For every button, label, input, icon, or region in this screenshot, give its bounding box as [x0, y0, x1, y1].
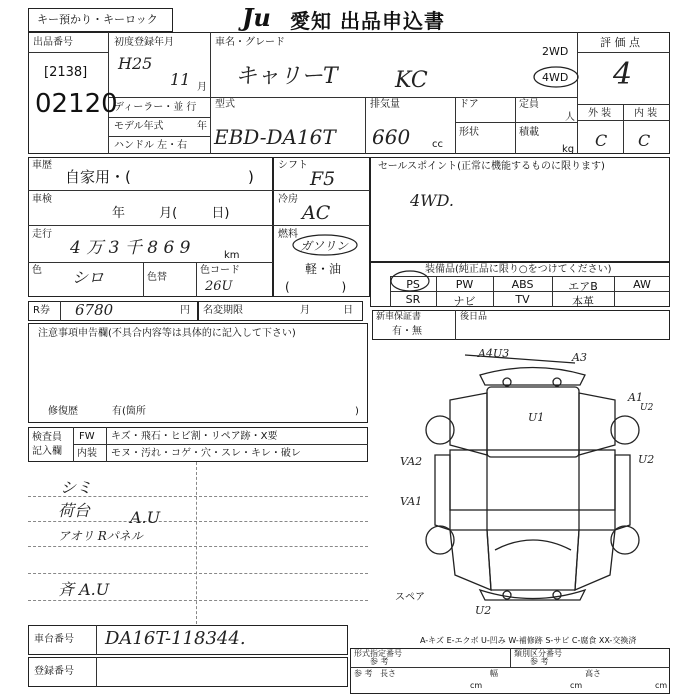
displacement-value: 660: [372, 125, 411, 149]
vehicle-name: キャリーT: [235, 64, 338, 89]
mileage-value: 4 万 3 千 8 6 9: [70, 238, 191, 258]
equip-abs: ABS: [511, 278, 534, 291]
color-code-value: 26U: [205, 279, 233, 294]
height-unit: cm: [655, 681, 668, 690]
diag-u2-side: U2: [638, 453, 655, 466]
repair-value: 有(箇所: [112, 406, 146, 417]
fuel-label: 燃料: [278, 229, 298, 240]
lot-bracket-number: [2138]: [44, 65, 88, 80]
car-diagram: [395, 345, 670, 635]
note-bed: 荷台: [58, 501, 91, 520]
equip-pw: PW: [455, 278, 474, 291]
chassis-value: DA16T-118344.: [105, 628, 246, 649]
category-label: 類別区分番号: [514, 649, 562, 658]
model-year-label: モデル年式: [114, 121, 164, 132]
shape-label: 形状: [459, 127, 479, 138]
door-label: ドア: [459, 99, 479, 110]
category-ref: 参 考: [530, 657, 549, 666]
color-value: シロ: [72, 268, 105, 287]
inspector-label-1: 検査員: [32, 432, 62, 443]
width-label: 幅: [490, 669, 498, 678]
color-change-label: 色替: [147, 272, 167, 283]
diag-u2-right: U2: [640, 403, 654, 413]
displacement-unit: cc: [432, 139, 443, 150]
capacity-unit: 人: [565, 112, 575, 123]
color-code-label: 色コード: [200, 265, 240, 276]
fuel-option: 軽・油: [305, 262, 342, 276]
capacity-label: 定員: [519, 99, 539, 110]
registration-month-unit: 月: [197, 82, 207, 93]
key-deposit-label: キー預かり・キーロック: [37, 13, 158, 26]
diag-va1: VA1: [400, 495, 423, 508]
shape-cert-ref: 参 考: [370, 657, 389, 666]
type-value: EBD-DA16T: [214, 125, 336, 149]
damage-legend: A-キズ E-エクボ U-凹み W-補修跡 S-サビ C-腐食 XX-交換済: [420, 636, 637, 645]
int-items: モヌ・汚れ・コゲ・穴・スレ・キレ・破レ: [111, 448, 301, 459]
spare-label: スペア: [395, 592, 425, 603]
handle-label: ハンドル 左・右: [114, 140, 188, 151]
length-ref: 参 考: [354, 669, 373, 678]
int-label: 内装: [77, 448, 97, 459]
mileage-label: 走行: [32, 229, 52, 240]
diag-a1: A1: [628, 391, 643, 404]
mileage-unit: km: [224, 250, 240, 261]
recycle-value: 6780: [75, 301, 114, 319]
equip-airbag: エアB: [568, 280, 598, 293]
fuel-paren: ( ): [285, 280, 347, 294]
lot-label: 出品番号: [33, 37, 73, 48]
drive-4wd-circle: [528, 60, 580, 94]
equip-leather: 本革: [572, 295, 594, 308]
note-stain: シミ: [60, 478, 93, 497]
reg-box: [28, 657, 348, 687]
selling-points-text: 4WD.: [410, 191, 454, 210]
fuel-circle: [290, 232, 360, 258]
history-value-close: ): [248, 168, 254, 186]
diag-a3: A3: [572, 351, 587, 364]
chassis-label: 車台番号: [34, 634, 74, 645]
displacement-label: 排気量: [370, 99, 400, 110]
length-label: 長さ: [380, 669, 396, 678]
name-change-label: 名変期限: [203, 305, 243, 316]
inspector-label-2: 記入欄: [32, 446, 62, 457]
drive-4wd: 4WD: [542, 71, 569, 84]
reg-label: 登録番号: [34, 666, 74, 677]
interior-label: 内 装: [634, 108, 658, 119]
name-change-value: 月 日: [300, 305, 354, 316]
dealer-label: ディーラー・並 行: [114, 102, 197, 113]
note-au: A.U: [130, 508, 161, 527]
fw-label: FW: [79, 431, 95, 442]
height-label: 高さ: [585, 669, 601, 678]
drive-2wd: 2WD: [542, 45, 569, 58]
new-car-label: 新車保証書: [376, 312, 422, 322]
load-label: 積載: [519, 127, 539, 138]
load-unit: kg: [562, 144, 575, 155]
note-gate-panel: アオリ Rパネル: [58, 529, 143, 543]
vehicle-name-label: 車名・グレード: [215, 37, 285, 48]
repair-close: ): [355, 406, 359, 417]
equip-ps-circle: [388, 266, 432, 294]
shift-value: F5: [310, 168, 336, 190]
width-unit: cm: [570, 681, 583, 690]
registration-label: 初度登録年月: [114, 37, 174, 48]
diag-u2-front: U2: [475, 604, 492, 617]
exterior-grade: C: [595, 131, 608, 150]
ac-label: 冷房: [278, 194, 298, 205]
equip-tv: TV: [515, 293, 530, 306]
equip-navi: ナビ: [453, 295, 476, 308]
model-year-unit: 年: [197, 121, 207, 132]
history-label: 車歴: [32, 160, 52, 171]
fw-items: キズ・飛石・ヒビ割・リペア跡・X要: [111, 431, 278, 442]
registration-month: 11: [170, 70, 191, 89]
interior-grade: C: [638, 131, 651, 150]
equip-ps: PS: [406, 278, 420, 291]
fuel-value: ガソリン: [300, 239, 349, 253]
repair-label: 修復歴: [48, 406, 78, 417]
registration-era: H25: [118, 54, 153, 73]
note-au-2: 斉 A.U: [58, 580, 110, 599]
length-unit: cm: [470, 681, 483, 690]
diag-u1: U1: [528, 411, 545, 424]
color-label: 色: [32, 265, 42, 276]
type-label: 型式: [215, 99, 235, 110]
form-title: 愛知 出品申込書: [290, 9, 445, 33]
rating-label: 評 価 点: [600, 36, 640, 49]
lot-number: 02120: [35, 89, 118, 119]
ac-value: AC: [302, 202, 331, 224]
recycle-unit: 円: [180, 305, 190, 316]
inspection-value: 年 月( 日): [112, 206, 230, 221]
exterior-label: 外 装: [588, 108, 612, 119]
shape-cert-label: 形式指定番号: [354, 649, 402, 658]
notes-label: 注意事項申告欄(不具合内容等は具体的に記入して下さい): [38, 328, 296, 339]
equip-aw: AW: [633, 278, 651, 291]
selling-points-label: セールスポイント(正常に機能するものに限ります): [378, 161, 605, 172]
new-car-value: 有・無: [392, 326, 422, 337]
diag-va2: VA2: [400, 455, 423, 468]
diag-a4u3: A4U3: [478, 347, 510, 360]
vehicle-grade: KC: [395, 68, 428, 93]
equip-sr: SR: [405, 293, 421, 306]
inspection-label: 車検: [32, 194, 52, 205]
shift-label: シフト: [278, 160, 308, 171]
later-label: 後日品: [460, 312, 488, 322]
recycle-label: R券: [33, 305, 50, 316]
equipment-label: 装備品(純正品に限り○をつけてください): [425, 264, 612, 275]
ju-logo: Ju: [242, 3, 271, 32]
rating-score: 4: [613, 57, 633, 92]
history-value: 自家用・(: [65, 168, 131, 186]
